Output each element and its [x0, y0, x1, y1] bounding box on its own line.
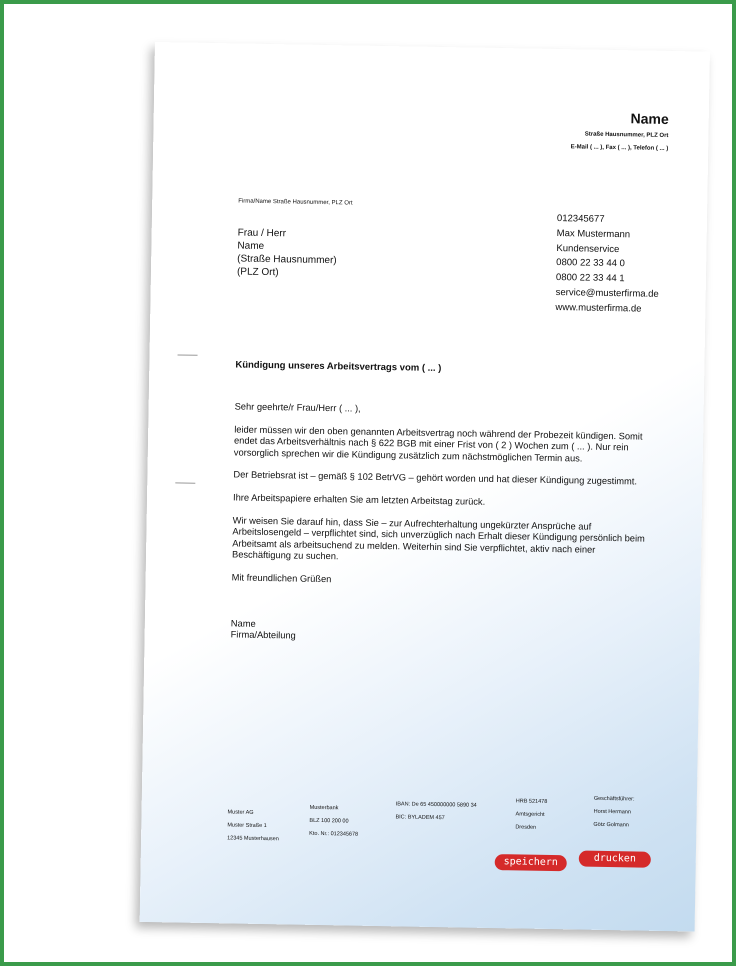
footer-line: Horst Hermann — [593, 808, 631, 816]
salutation: Sehr geehrte/r Frau/Herr ( ... ), — [234, 401, 361, 414]
contact-block — [555, 212, 660, 317]
footer-line: Muster AG — [227, 809, 254, 816]
signature-name: Name — [230, 617, 256, 629]
fold-mark — [178, 354, 198, 355]
footer-line: 12345 Musterhausen — [227, 835, 279, 843]
contact-line: Kundenservice — [556, 242, 620, 255]
footer-line: Kto. Nr.: 012345678 — [309, 830, 359, 838]
footer-line: HRB 521478 — [515, 798, 548, 805]
body-paragraph: Der Betriebsrat ist – gemäß § 102 BetrVG – gehört worden und hat dieser Kündigung zugestimmt. — [233, 469, 638, 487]
contact-line: service@musterfirma.de — [555, 287, 659, 300]
footer-line: Amtsgericht — [515, 811, 545, 818]
body-paragraph: leider müssen wir den oben genannten Arbeitsvertrag noch während der Probezeit kündigen. Somit endet das Arbeitsverhältnis nach § 622 BGB mit einer Frist von ( 2 ) Wochen zum ( ... ). Nur rein vorsorglich sprechen wir die Kündigung zusätzlich zum nächstmöglichen Termin aus. — [233, 424, 643, 464]
contact-line: www.musterfirma.de — [555, 301, 642, 315]
footer-line: IBAN: De 65 450000000 5890 34 — [395, 801, 477, 809]
footer-management — [593, 793, 634, 833]
sender-name: Name — [630, 110, 669, 127]
footer-line: Geschäftsführer: — [593, 795, 635, 803]
body-paragraph: Wir weisen Sie darauf hin, dass Sie – zur Aufrechterhaltung ungekürzter Ansprüche auf Arbeitslosengeld – verpflichtet sind, sich unverzüglich nach Erhalt dieser Kündigung persönlich beim Arbeitsamt als arbeitsuchend zu melden. Weiterhin sind Sie verpflichtet, aktiv nach einer Beschäftigung zu suchen. — [231, 514, 645, 562]
recipient-line: (Straße Hausnummer) — [237, 253, 337, 267]
return-address: Firma/Name Straße Hausnummer, PLZ Ort — [238, 198, 353, 207]
recipient-line: Name — [237, 240, 265, 252]
contact-line: 0800 22 33 44 0 — [556, 257, 625, 270]
letter-page — [140, 42, 710, 932]
contact-line: Max Mustermann — [556, 227, 631, 241]
footer-company — [227, 806, 279, 846]
contact-line: 012345677 — [556, 213, 605, 225]
footer-iban — [395, 798, 476, 825]
footer-line: Musterbank — [309, 804, 339, 812]
closing: Mit freundlichen Grüßen — [231, 572, 332, 585]
print-button[interactable]: drucken — [579, 851, 651, 868]
contact-line: 0800 22 33 44 1 — [555, 272, 625, 285]
sender-contact: E-Mail ( ... ), Fax ( ... ), Telefon ( ... ) — [570, 144, 669, 152]
letter-body — [231, 401, 655, 648]
footer-line: BIC: BYLADEM 457 — [395, 814, 445, 822]
recipient-line: (PLZ Ort) — [236, 266, 279, 279]
footer-line: BLZ 100 200 00 — [309, 817, 349, 825]
save-button[interactable]: speichern — [495, 854, 567, 871]
footer-line: Götz Golmann — [593, 821, 629, 829]
recipient-block — [237, 226, 337, 280]
subject-line: Kündigung unseres Arbeitsvertrags vom ( ... ) — [235, 359, 442, 375]
signature-department: Firma/Abteilung — [230, 629, 296, 641]
footer-register — [515, 795, 547, 835]
footer-bank — [309, 802, 359, 842]
sender-address: Straße Hausnummer, PLZ Ort — [584, 131, 669, 139]
body-paragraph: Ihre Arbeitspapiere erhalten Sie am letzten Arbeitstag zurück. — [232, 492, 486, 507]
footer-line: Muster Straße 1 — [227, 822, 267, 830]
fold-mark — [175, 482, 195, 483]
recipient-line: Frau / Herr — [237, 227, 287, 240]
footer-line: Dresden — [515, 824, 537, 831]
